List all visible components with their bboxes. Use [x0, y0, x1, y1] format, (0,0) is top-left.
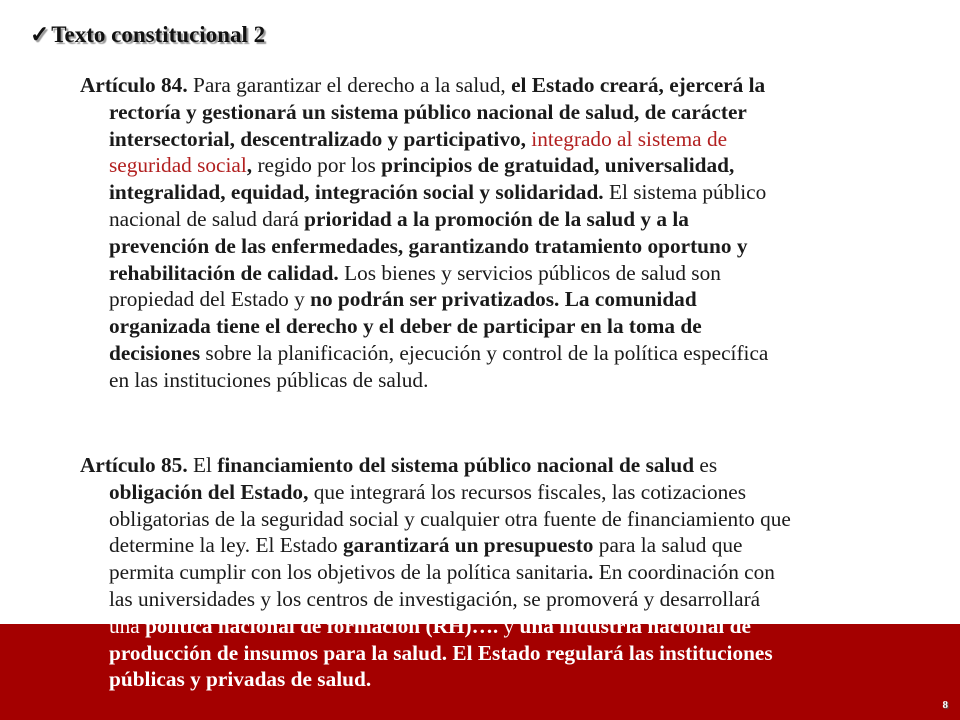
text-run-bold: integralidad, equidad, integración social y solidaridad.: [109, 180, 604, 205]
text-run: permita cumplir con los objetivos de la política sanitaria: [109, 560, 589, 585]
text-run-bold: organizada tiene el derecho y el deber de participar en la toma de: [109, 314, 702, 339]
checkmark-icon: ✓: [30, 22, 50, 47]
art85-line-8: [80, 640, 960, 667]
slide-title-text: Texto constitucional 2: [51, 22, 266, 47]
art85-line-4: [80, 532, 960, 559]
text-run: en las instituciones públicas de salud.: [109, 367, 429, 392]
slide-title: [30, 22, 265, 48]
page-number: 8: [942, 699, 948, 711]
text-run: para la salud que: [593, 533, 743, 558]
text-run-bold: ,: [246, 153, 253, 178]
text-run: que integrará los recursos fiscales, las cotizaciones: [308, 479, 747, 504]
art85-line-7: [80, 613, 960, 640]
text-run-bold: decisiones: [109, 340, 201, 365]
text-run: determine la ley. El Estado: [109, 533, 343, 558]
text-run: y: [498, 613, 520, 638]
text-run: nacional de salud dará: [109, 206, 305, 231]
text-run-red: integrado al sistema de: [525, 126, 728, 151]
text-run: Para garantizar el derecho a la salud,: [187, 73, 512, 97]
art85-line-6: [80, 586, 960, 613]
art84-line-4: [80, 152, 960, 179]
art84-line-3: [80, 126, 960, 153]
art84-line-9: [80, 286, 960, 313]
text-run-bold: .: [588, 560, 594, 585]
text-run: las universidades y los centros de investigación, se promoverá y desarrollará: [109, 586, 761, 611]
article-84: [80, 72, 960, 394]
text-run: obligatorias de la seguridad social y cualquier otra fuente de financiamiento que: [109, 506, 791, 531]
text-run-bold: financiamiento del sistema público nacional de salud: [217, 453, 695, 477]
text-run: sobre la planificación, ejecución y control de la política específica: [200, 340, 769, 365]
art84-line-6: [80, 206, 960, 233]
art84-line-5: [80, 179, 960, 206]
art85-line-9: [80, 666, 960, 693]
text-run-bold: obligación del Estado,: [109, 479, 309, 504]
text-run: propiedad del Estado y: [109, 287, 311, 312]
text-run-bold: públicas y privadas de salud.: [109, 667, 372, 692]
art84-line-10: [80, 313, 960, 340]
text-run-bold: prioridad a la promoción de la salud y a la: [304, 206, 689, 231]
text-run: El sistema público: [603, 180, 767, 205]
text-run: una: [109, 613, 146, 638]
text-run: es: [694, 453, 718, 477]
text-run-bold: no podrán ser privatizados. La comunidad: [310, 287, 697, 312]
text-run-bold: el Estado creará, ejercerá la: [511, 73, 766, 97]
article-85: [80, 452, 960, 693]
text-run: Los bienes y servicios públicos de salud son: [338, 260, 721, 285]
text-run-red: seguridad social: [109, 153, 247, 178]
text-run: En coordinación con: [593, 560, 775, 585]
text-run-bold: principios de gratuidad, universalidad,: [381, 153, 735, 178]
art84-line-2: [80, 99, 960, 126]
article-84-heading: Artículo 84.: [80, 73, 188, 97]
text-run: El: [187, 453, 218, 477]
art84-line-8: [80, 260, 960, 287]
art84-line-11: [80, 340, 960, 367]
text-run-bold: producción de insumos para la salud. El Estado regulará las instituciones: [109, 640, 773, 665]
text-run: regido por los: [252, 153, 382, 178]
text-run-bold: garantizará un presupuesto: [343, 533, 594, 558]
art85-line-5: [80, 559, 960, 586]
text-run-bold: intersectorial, descentralizado y participativo,: [109, 126, 526, 151]
text-run-bold: política nacional de formación (RH)….: [145, 613, 499, 638]
art84-line-7: [80, 233, 960, 260]
article-85-heading: Artículo 85.: [80, 453, 188, 477]
art84-line-1: [80, 72, 960, 99]
art85-line-1: [80, 452, 960, 479]
text-run-bold: rehabilitación de calidad.: [109, 260, 339, 285]
art84-line-12: [80, 367, 960, 394]
text-run-bold: rectoría y gestionará un sistema público nacional de salud, de carácter: [109, 99, 747, 124]
art85-line-3: [80, 506, 960, 533]
art85-line-2: [80, 479, 960, 506]
text-run-bold: prevención de las enfermedades, garantizando tratamiento oportuno y: [109, 233, 748, 258]
text-run-bold: una industria nacional de: [519, 613, 751, 638]
